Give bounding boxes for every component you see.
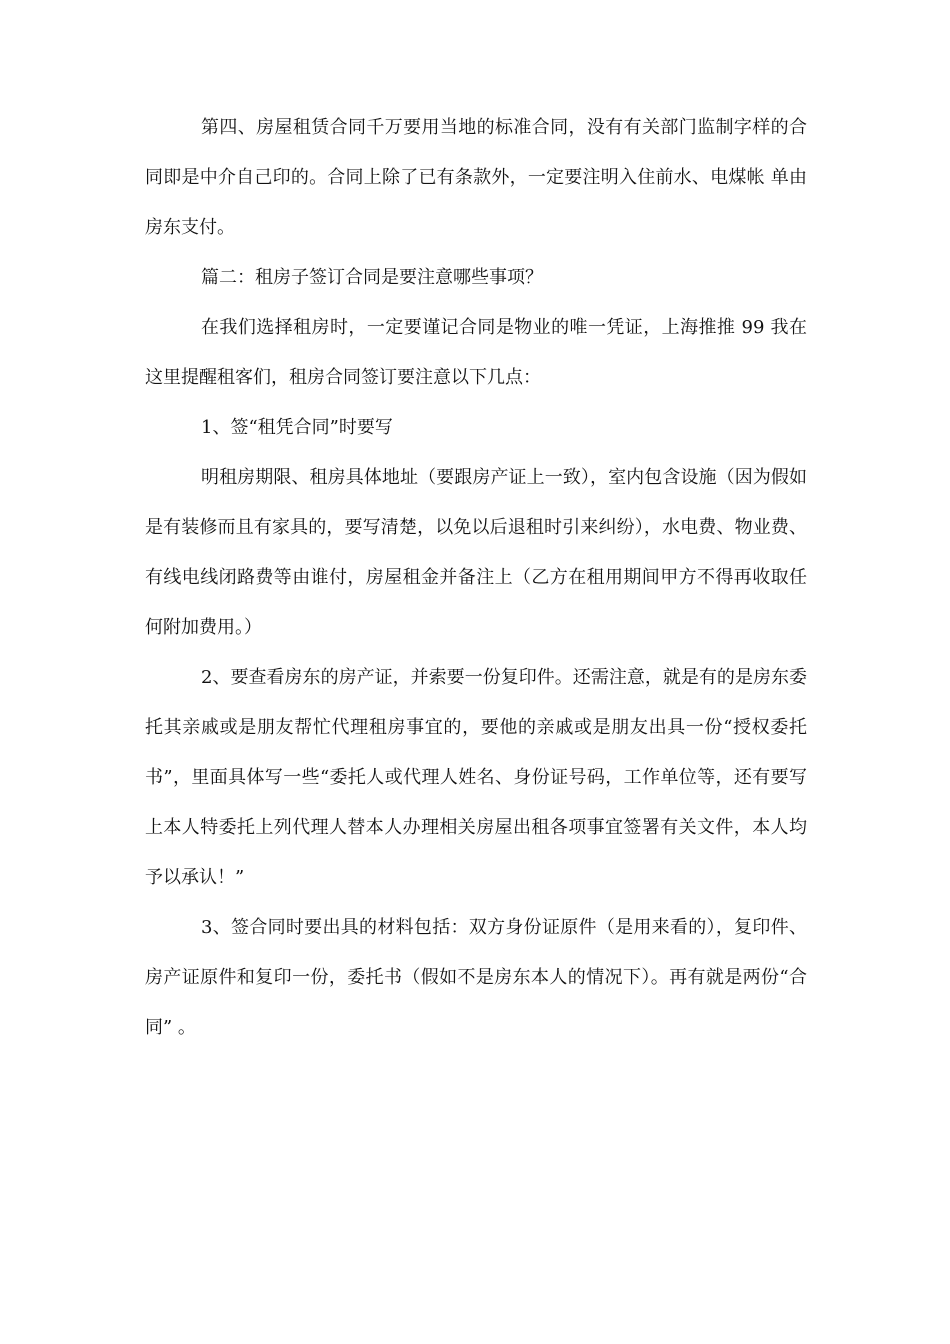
document-body: [145, 103, 807, 1053]
paragraph-point-3: 3、签合同时要出具的材料包括：双方身份证原件（是用来看的），复印件、房产证原件和复印一份，委托书（假如不是房东本人的情况下）。再有就是两份“合同” 。: [145, 917, 807, 1038]
paragraph-point-2: 2、要查看房东的房产证，并索要一份复印件。还需注意，就是有的是房东委托其亲戚或是朋友帮忙代理租房事宜的，要他的亲戚或是朋友出具一份“授权委托书”，里面具体写一些“委托人或代理人姓名、身份证号码，工作单位等，还有要写上本人特委托上列代理人替本人办理相关房屋出租各项事宜签署有关文件，本人均予以承认！”: [145, 667, 807, 888]
paragraph-standard-contract: 第四、房屋租赁合同千万要用当地的标准合同，没有有关部门监制字样的合同即是中介自己印的。合同上除了已有条款外，一定要注明入住前水、电煤帐 单由房东支付。: [145, 117, 807, 238]
paragraph-section-two-heading: 篇二：租房子签订合同是要注意哪些事项？: [201, 267, 543, 288]
paragraph-point-1-title: 1、签“租凭合同”时要写: [201, 417, 393, 438]
paragraph-point-1-body: 明租房期限、租房具体地址（要跟房产证上一致），室内包含设施（因为假如是有装修而且有家具的，要写清楚，以免以后退租时引来纠纷），水电费、物业费、有线电线闭路费等由谁付，房屋租金并备注上（乙方在租用期间甲方不得再收取任何附加费用。）: [145, 467, 807, 638]
paragraph-intro: 在我们选择租房时，一定要谨记合同是物业的唯一凭证，上海推推 99 我在这里提醒租客们，租房合同签订要注意以下几点：: [145, 317, 807, 388]
